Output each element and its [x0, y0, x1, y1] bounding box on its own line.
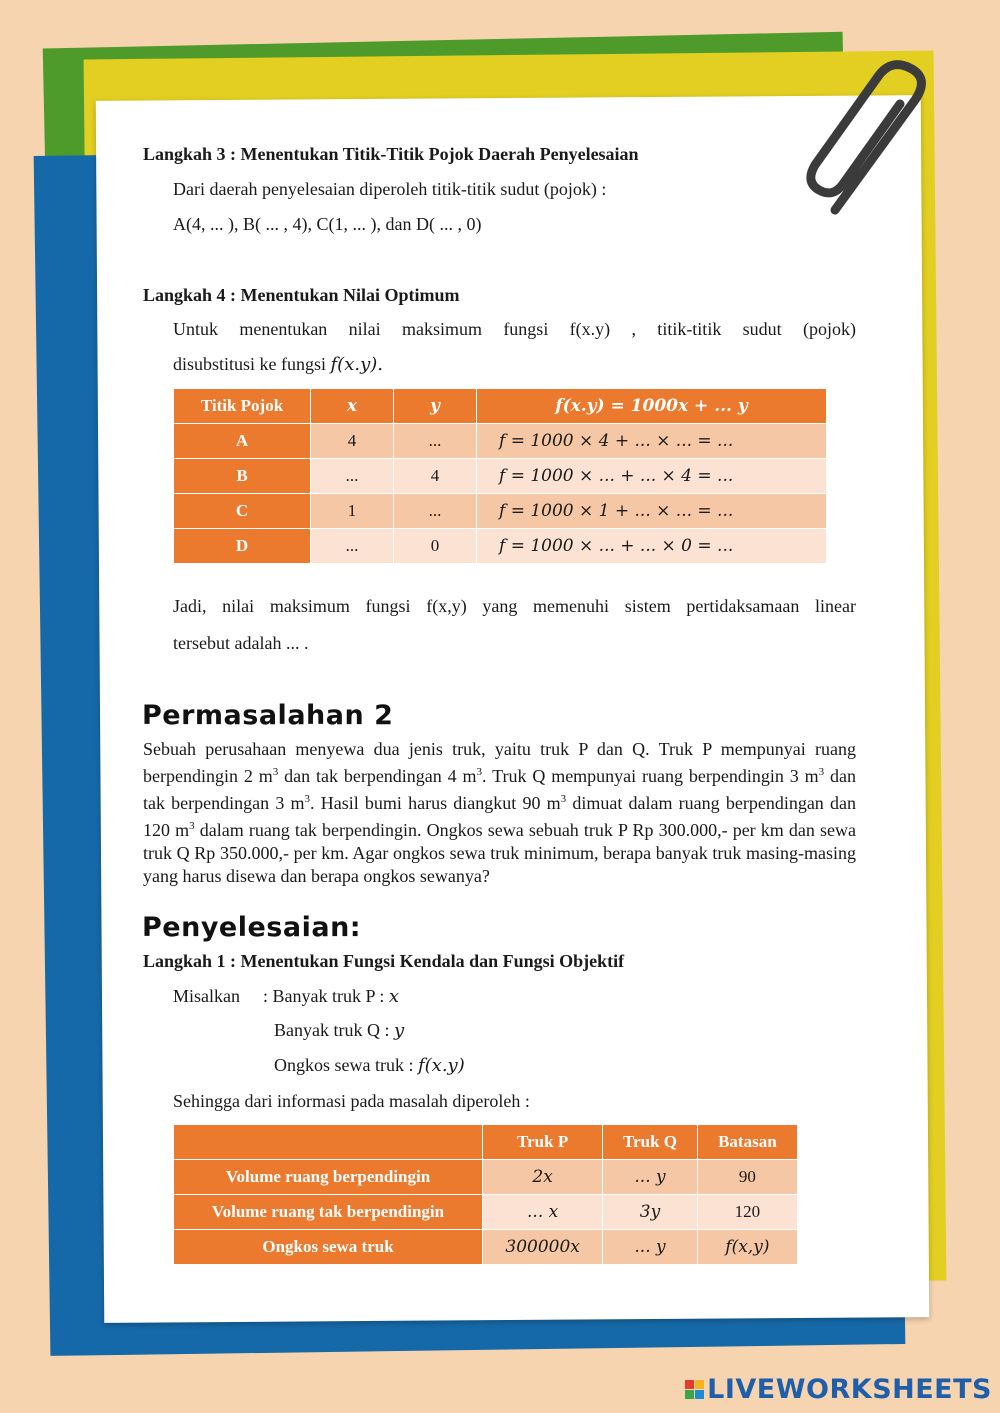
- variable-p-label: : Banyak truk P :: [263, 986, 389, 1006]
- variable-cost-label: Ongkos sewa truk :: [274, 1055, 418, 1075]
- optimum-table: [173, 388, 827, 564]
- cell-truk-p-blank[interactable]: ... x: [483, 1195, 603, 1230]
- table-row: [174, 459, 827, 494]
- step3-corner-points[interactable]: A(4, ... ), B( ... , 4), C(1, ... ), dan D( ... , 0): [173, 214, 482, 234]
- cell-truk-p: 2x: [483, 1160, 603, 1195]
- header-x: x: [311, 389, 394, 424]
- table-row: [174, 1195, 798, 1230]
- cell-y: 4: [394, 459, 477, 494]
- cell-x-blank[interactable]: ...: [311, 459, 394, 494]
- superscript: 3: [189, 820, 195, 832]
- cell-function[interactable]: f = 1000 × 4 + ... × ... = ...: [477, 424, 827, 459]
- point-label: B: [174, 459, 311, 494]
- cell-truk-q-blank[interactable]: ... y: [603, 1230, 697, 1265]
- row-label: Volume ruang tak berpendingin: [174, 1195, 483, 1230]
- logo-blocks-icon: [685, 1380, 704, 1399]
- cell-function[interactable]: f = 1000 × ... + ... × 0 = ...: [477, 529, 827, 564]
- header-y: y: [394, 389, 477, 424]
- info-line: Sehingga dari informasi pada masalah diperoleh :: [173, 1091, 530, 1111]
- cell-truk-q-blank[interactable]: ... y: [603, 1160, 697, 1195]
- cell-y-blank[interactable]: ...: [394, 494, 477, 529]
- row-label: Volume ruang berpendingin: [174, 1160, 483, 1195]
- step3-title: Langkah 3 : Menentukan Titik-Titik Pojok Daerah Penyelesaian: [143, 144, 639, 164]
- header-function: f(x.y) = 1000x + ... y: [477, 389, 827, 424]
- function-label: f(x.y).: [330, 354, 383, 375]
- cell-batasan: 120: [697, 1195, 797, 1230]
- variable-q-symbol: y: [393, 1020, 405, 1041]
- optimum-table-header: [174, 389, 827, 424]
- problem2-title: Permasalahan 2: [142, 700, 394, 731]
- cell-batasan: f(x,y): [697, 1230, 797, 1265]
- problem-text-part: dan tak berpendingan 4 m: [278, 766, 477, 786]
- conclusion-answer[interactable]: tersebut adalah ... .: [173, 633, 309, 653]
- superscript: 3: [560, 793, 567, 805]
- step4-line2-text: disubstitusi ke fungsi: [173, 354, 331, 374]
- logo-text: LIVEWORKSHEETS: [707, 1373, 992, 1405]
- cell-y: 0: [394, 529, 477, 564]
- problem2-text: [143, 738, 856, 888]
- header-titik-pojok: Titik Pojok: [174, 389, 311, 424]
- problem-text-part: Sebuah perusahaan menyewa dua jenis truk, yaitu truk P dan Q. Truk P mempunyai ruang berpendingin 2 m: [143, 739, 856, 786]
- point-label: A: [174, 424, 311, 459]
- table-row: [174, 494, 827, 529]
- superscript: 3: [272, 766, 279, 778]
- table-row: [174, 1160, 798, 1195]
- variable-q: [274, 1020, 404, 1041]
- solution-step1-title: Langkah 1 : Menentukan Fungsi Kendala dan Fungsi Objektif: [143, 951, 625, 971]
- superscript: 3: [818, 766, 825, 778]
- superscript: 3: [476, 766, 483, 778]
- liveworksheets-logo: [685, 1371, 992, 1407]
- truck-table: [173, 1124, 798, 1265]
- table-row: [174, 1230, 798, 1265]
- header-truk-q: Truk Q: [603, 1125, 697, 1160]
- step4-line2: [173, 354, 383, 375]
- misalkan-label: Misalkan: [173, 986, 240, 1006]
- variable-q-label: Banyak truk Q :: [274, 1020, 394, 1040]
- cell-function[interactable]: f = 1000 × 1 + ... × ... = ...: [477, 494, 827, 529]
- problem-text-part: . Hasil bumi harus diangkut 90 m: [310, 793, 561, 813]
- variable-p: [263, 986, 399, 1007]
- cell-y-blank[interactable]: ...: [394, 424, 477, 459]
- problem-text-part: dan tak berpendingan 3 m: [143, 766, 856, 813]
- solution-title: Penyelesaian:: [142, 912, 362, 943]
- cell-truk-p: 300000x: [483, 1230, 603, 1265]
- cell-truk-q: 3y: [603, 1195, 697, 1230]
- cell-batasan: 90: [697, 1160, 797, 1195]
- truck-table-header: [174, 1125, 798, 1160]
- variable-cost: [274, 1055, 465, 1076]
- header-truk-p: Truk P: [483, 1125, 603, 1160]
- superscript: 3: [304, 793, 311, 805]
- variable-cost-symbol: f(x.y): [417, 1055, 465, 1076]
- cell-x: 4: [311, 424, 394, 459]
- header-empty: [174, 1125, 483, 1160]
- row-label: Ongkos sewa truk: [174, 1230, 483, 1265]
- step4-line1: Untuk menentukan nilai maksimum fungsi f(x.y) , titik-titik sudut (pojok): [173, 319, 856, 339]
- problem-text-part: dalam ruang tak berpendingin. Ongkos sewa sebuah truk P Rp 300.000,- per km dan sewa truk Q Rp 350.000,- per km. Agar ongkos sewa truk minimum, berapa banyak truk masing-masing yang harus disewa dan berapa ongkos sewanya?: [143, 820, 856, 886]
- cell-x: 1: [311, 494, 394, 529]
- header-batasan: Batasan: [697, 1125, 797, 1160]
- point-label: C: [174, 494, 311, 529]
- cell-x-blank[interactable]: ...: [311, 529, 394, 564]
- point-label: D: [174, 529, 311, 564]
- paperclip-icon: [805, 60, 945, 220]
- problem-text-part: . Truk Q mempunyai ruang berpendingin 3 m: [482, 766, 819, 786]
- problem-text-part: dimuat dalam ruang berpendingan dan 120 m: [143, 793, 856, 840]
- variable-p-symbol: x: [388, 986, 399, 1007]
- table-row: [174, 424, 827, 459]
- step3-line1: Dari daerah penyelesaian diperoleh titik-titik sudut (pojok) :: [173, 179, 607, 199]
- table-row: [174, 529, 827, 564]
- step4-title: Langkah 4 : Menentukan Nilai Optimum: [143, 285, 460, 305]
- cell-function[interactable]: f = 1000 × ... + ... × 4 = ...: [477, 459, 827, 494]
- conclusion-line1: Jadi, nilai maksimum fungsi f(x,y) yang memenuhi sistem pertidaksamaan linear: [173, 596, 856, 616]
